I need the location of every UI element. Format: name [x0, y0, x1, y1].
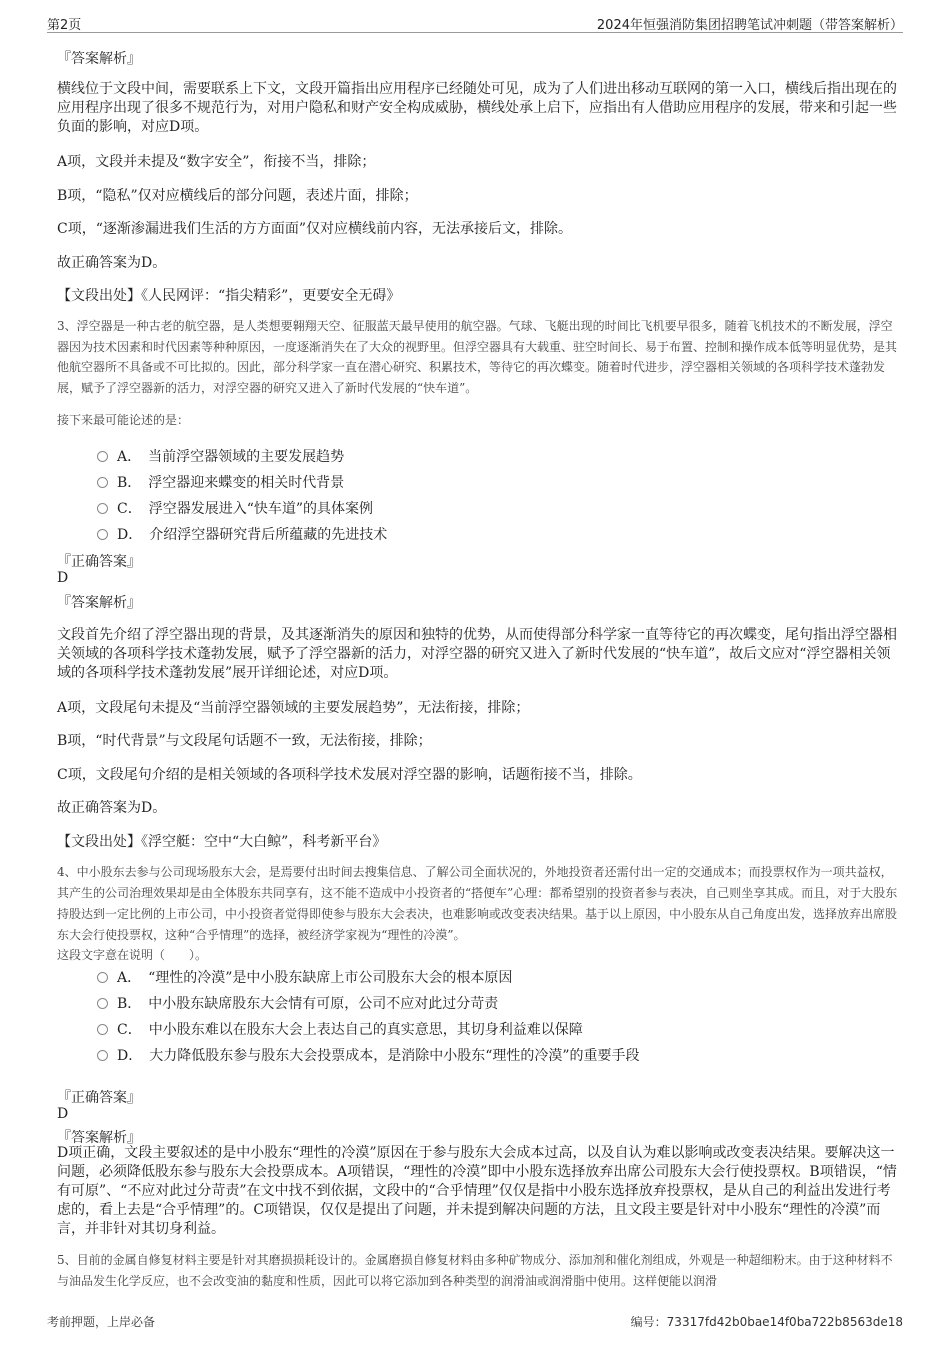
q2-conclusion: 故正确答案为D。 — [57, 255, 167, 271]
q3-stem: 3、浮空器是一种古老的航空器，是人类想要翱翔天空、征服蓝天最早使用的航空器。气球、飞艇出现的时间比飞机要早很多，随着飞机技术的不断发展，浮空器因为技术因素和时代因素等种种原因，一度逐渐消失在了大众的视野里。但浮空器具有大载重、驻空时间长、易于布置、控制和操作成本低等明显优势，是其他航空器所不具备或不可比拟的。因此，部分科学家一直在潜心研究、积累技术，等待它的再次蝶变。随着时代进步，浮空器相关领域的各项科学技术蓬勃发展，赋予了浮空器新的活力，对浮空器的研究又进入了新时代发展的“快车道”。 — [57, 319, 898, 395]
q5-stem: 5、目前的金属自修复材料主要是针对其磨损损耗设计的。金属磨损自修复材料由多种矿物成分、添加剂和催化剂组成，外观是一种超细粉末。由于这种材料不与油品发生化学反应，也不会改变油的黏度和性质，因此可以将它添加到各种类型的润滑油或润滑脂中使用。这样便能以润滑 — [57, 1253, 893, 1288]
radio-icon[interactable] — [97, 503, 108, 514]
q4-analysis-title: 『答案解析』 — [57, 1130, 141, 1146]
q3-prompt: 接下来最可能论述的是： — [57, 413, 190, 427]
radio-icon[interactable] — [97, 998, 108, 1009]
q2-option-a-explanation: A项，文段并未提及“数字安全”，衔接不当，排除； — [57, 154, 376, 170]
page-header — [47, 12, 903, 33]
page-number: 第2页 — [47, 18, 82, 33]
radio-icon[interactable] — [97, 451, 108, 462]
radio-icon[interactable] — [97, 972, 108, 983]
q3-option-b-explanation: B项，“时代背景”与文段尾句话题不一致，无法衔接，排除； — [57, 733, 432, 749]
q4-option-a[interactable]: A． “理性的冷漠”是中小股东缺席上市公司股东大会的根本原因 — [97, 967, 512, 987]
radio-icon[interactable] — [97, 1024, 108, 1035]
q4-answer-title: 『正确答案』 — [57, 1090, 141, 1106]
q2-option-b-explanation: B项，“隐私”仅对应横线后的部分问题，表述片面，排除； — [57, 188, 418, 204]
document-code: 编号：73317fd42b0bae14f0ba722b8563de18 — [630, 1315, 903, 1329]
q4-option-d[interactable]: D． 大力降低股东参与股东大会投票成本，是消除中小股东“理性的冷漠”的重要手段 — [97, 1045, 640, 1065]
q4-prompt: 这段文字意在说明（ ）。 — [57, 948, 208, 962]
q3-option-c-explanation: C项，文段尾句介绍的是相关领域的各项科学技术发展对浮空器的影响，话题衔接不当，排除。 — [57, 767, 642, 783]
q3-option-b[interactable]: B． 浮空器迎来蝶变的相关时代背景 — [97, 472, 344, 492]
radio-icon[interactable] — [97, 529, 108, 540]
radio-icon[interactable] — [97, 1050, 108, 1061]
q3-source: 【文段出处】《浮空艇：空中“大白鲸”，科考新平台》 — [57, 834, 387, 850]
q2-source: 【文段出处】《人民网评：“指尖精彩”，更要安全无碍》 — [57, 288, 401, 304]
q4-option-c[interactable]: C． 中小股东难以在股东大会上表达自己的真实意思，其切身利益难以保障 — [97, 1019, 583, 1039]
q3-analysis-text: 文段首先介绍了浮空器出现的背景，及其逐渐消失的原因和独特的优势，从而使得部分科学家一直等待它的再次蝶变，尾句指出浮空器相关领域的各项科学技术蓬勃发展，赋予了浮空器新的活力，对浮空器的研究又进入了新时代发展的“快车道”，故后文应对“浮空器相关领域的各项科学技术蓬勃发展”展开详细论述，对应D项。 — [57, 627, 897, 681]
page-footer — [47, 1313, 903, 1330]
q3-option-c[interactable]: C． 浮空器发展进入“快车道”的具体案例 — [97, 498, 373, 518]
q4-analysis-text: D项正确，文段主要叙述的是中小股东“理性的冷漠”原因在于参与股东大会成本过高，以及自认为难以影响或改变表决结果。要解决这一问题，必须降低股东参与股东大会投票成本。A项错误，“理性的冷漠”即中小股东选择放弃出席公司股东大会行使投票权。B项错误，“情有可原”、“不应对此过分苛责”在文中找不到依据，文段中的“合乎情理”仅仅是指中小股东选择放弃投票权，是从自己的利益出发进行考虑的，看上去是“合乎情理”的。C项错误，仅仅是提出了问题，并未提到解决问题的方法，且文段主要是针对中小股东“理性的冷漠”而言，并非针对其切身利益。 — [57, 1145, 897, 1237]
q2-option-c-explanation: C项，“逐渐渗漏进我们生活的方方面面”仅对应横线前内容，无法承接后文，排除。 — [57, 221, 573, 237]
q4-option-b[interactable]: B． 中小股东缺席股东大会情有可原，公司不应对此过分苛责 — [97, 993, 498, 1013]
q3-option-a[interactable]: A． 当前浮空器领域的主要发展趋势 — [97, 446, 344, 466]
document-title: 2024年恒强消防集团招聘笔试冲刺题（带答案解析） — [596, 18, 903, 33]
footer-slogan: 考前押题，上岸必备 — [47, 1315, 156, 1329]
q4-stem: 4、中小股东去参与公司现场股东大会，是焉要付出时间去搜集信息、了解公司全面状况的，外地投资者还需付出一定的交通成本；而投票权作为一项共益权，其产生的公司治理效果却是由全体股东共同享有，这不能不造成中小投资者的“搭便车”心理：都希望别的投资者参与表决，自己则坐享其成。而且，对于大股东持股达到一定比例的上市公司，中小投资者觉得即使参与股东大会表决，也难影响或改变表决结果。基于以上原因，中小股东从自己角度出发，选择放弃出席股东大会行使投票权，这种“合乎情理”的选择，被经济学家视为“理性的冷漠”。 — [57, 865, 898, 942]
radio-icon[interactable] — [97, 477, 108, 488]
q3-answer-title: 『正确答案』 — [57, 554, 141, 570]
q3-option-d[interactable]: D． 介绍浮空器研究背后所蕴藏的先进技术 — [97, 524, 387, 544]
q2-analysis-title: 『答案解析』 — [57, 51, 141, 67]
q4-answer: D — [57, 1106, 69, 1122]
q3-answer: D — [57, 570, 69, 586]
q2-analysis-text: 横线位于文段中间，需要联系上下文，文段开篇指出应用程序已经随处可见，成为了人们进出移动互联网的第一入口，横线后指出现在的应用程序出现了很多不规范行为，对用户隐私和财产安全构成威胁，横线处承上启下，应指出有人借助应用程序的发展，带来和引起一些负面的影响，对应D项。 — [57, 81, 897, 135]
q3-option-a-explanation: A项，文段尾句未提及“当前浮空器领域的主要发展趋势”，无法衔接，排除； — [57, 700, 530, 716]
q3-conclusion: 故正确答案为D。 — [57, 800, 167, 816]
q3-analysis-title: 『答案解析』 — [57, 595, 141, 611]
